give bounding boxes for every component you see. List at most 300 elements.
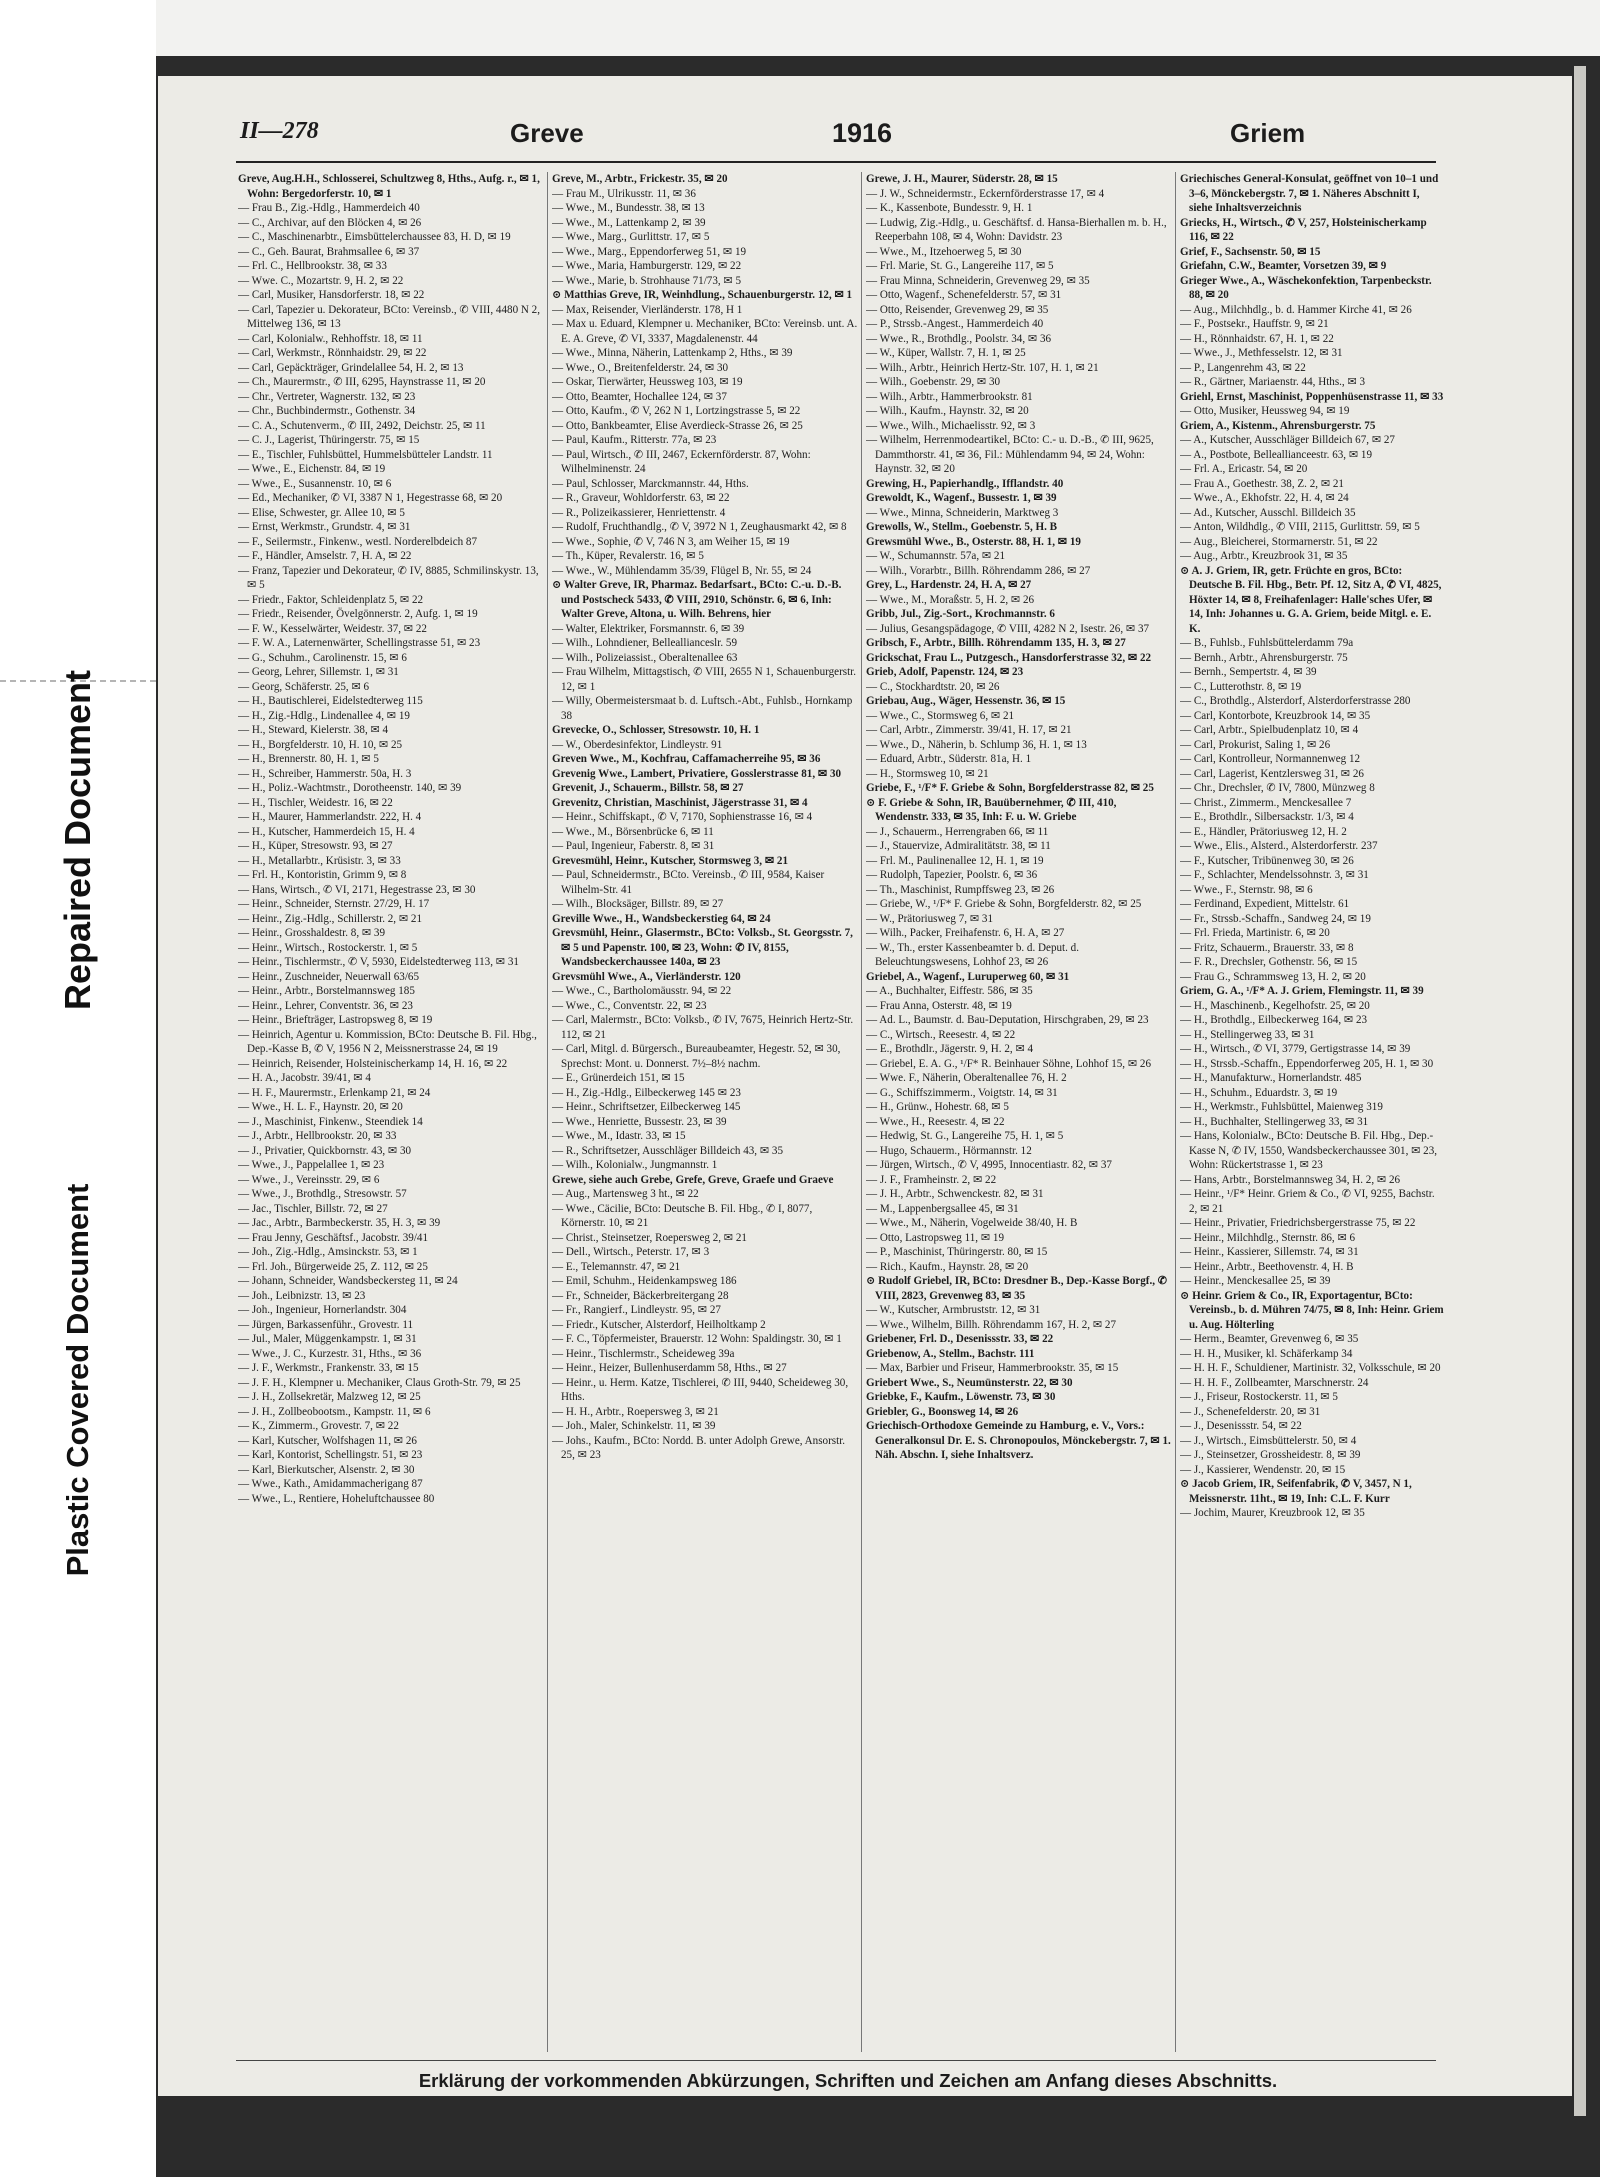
directory-entry: Griebener, Frl. D., Desenissstr. 33, ✉ 22 <box>866 1333 1054 1345</box>
directory-entry: — Wilhelm, Herrenmodeartikel, BCto: C.- u. D.-B., ✆ III, 9625, Dammthorstr. 41, ✉ 36, Fil.: Mühlendamm 94, ✉ 24, Wohn: Haynstr. 32, ✉ 20 <box>866 434 1154 475</box>
directory-entry: Greve, Aug.H.H., Schlosserei, Schultzweg 8, Hths., Aufg. r., ✉ 1, Wohn: Bergedorferstr. 10, ✉ 1 <box>238 173 540 200</box>
directory-entry: — Carl, Kolonialw., Rehhoffstr. 18, ✉ 11 <box>238 332 423 345</box>
directory-entry: — Jochim, Maurer, Kreuzbrook 12, ✉ 35 <box>1180 1507 1365 1519</box>
header-rule <box>236 161 1436 163</box>
directory-entry: — H., Manufakturw., Hornerlandstr. 485 <box>1180 1072 1362 1084</box>
directory-entry: — Wwe. C., Mozartstr. 9, H. 2, ✉ 22 <box>238 274 404 287</box>
directory-entry: — H. F., Maurermstr., Erlenkamp 21, ✉ 24 <box>238 1086 431 1099</box>
directory-entry: — Wilh., Kolonialw., Jungmannstr. 1 <box>552 1159 718 1171</box>
directory-entry: — P., Strssb.-Angest., Hammerdeich 40 <box>866 318 1044 330</box>
directory-entry: — Johann, Schneider, Wandsbeckersteg 11, ✉ 24 <box>238 1275 458 1287</box>
directory-entry: — Herm., Beamter, Grevenweg 6, ✉ 35 <box>1180 1333 1359 1345</box>
directory-entry: — H., Poliz.-Wachtmstr., Dorotheenstr. 140, ✉ 39 <box>238 782 462 794</box>
directory-entry: — J., Maschinist, Finkenw., Steendiek 14 <box>238 1115 423 1128</box>
directory-entry: — J. H., Zollbeobootsm., Kampstr. 11, ✉ 6 <box>238 1405 431 1418</box>
directory-entry: — Friedr., Kutscher, Alsterdorf, Heilholtkamp 2 <box>552 1318 766 1331</box>
directory-entry: — Wwe., C., Conventstr. 22, ✉ 23 <box>552 999 707 1012</box>
page-footer-note: Erklärung der vorkommenden Abkürzungen, Schriften und Zeichen am Anfang dieses Abschnitts. <box>418 2070 1278 2091</box>
directory-entry: — Friedr., Faktor, Schleidenplatz 5, ✉ 22 <box>238 593 424 606</box>
directory-entry: — Chr., Vertreter, Wagnerstr. 132, ✉ 23 <box>238 390 416 403</box>
page-edge <box>1574 66 1586 2116</box>
directory-entry: — H., Metallarbtr., Krüsistr. 3, ✉ 33 <box>238 854 401 867</box>
directory-entry: — Eduard, Arbtr., Süderstr. 81a, H. 1 <box>866 753 1032 765</box>
directory-entry: — H., Schuhm., Eduardstr. 3, ✉ 19 <box>1180 1086 1338 1099</box>
directory-entry: — Wwe., J., Brothdlg., Stresowstr. 57 <box>238 1188 407 1200</box>
directory-entry: — Wwe., Elis., Alsterd., Alsterdorferstr. 237 <box>1180 840 1378 852</box>
directory-entry: — W., Prätoriusweg 7, ✉ 31 <box>866 912 994 925</box>
directory-entry: Grevsmühl, Heinr., Glasermstr., BCto: Volksb., St. Georgsstr. 7, ✉ 5 und Papenstr. 100, ✉ 23, Wohn: ✆ IV, 8155, Wandsbeckerchaussee 140a, ✉ 23 <box>552 927 853 968</box>
directory-entry: — Wilh., Arbtr., Heinrich Hertz-Str. 107, H. 1, ✉ 21 <box>866 361 1099 374</box>
directory-entry: — A., Buchhalter, Eiffestr. 586, ✉ 35 <box>866 985 1033 997</box>
directory-page <box>158 76 1572 2096</box>
directory-entry: — Heinr., Lehrer, Conventstr. 36, ✉ 23 <box>238 999 413 1012</box>
directory-entry: — G., Schuhm., Carolinenstr. 15, ✉ 6 <box>238 651 407 664</box>
directory-entry: — C., Wirtsch., Reesestr. 4, ✉ 22 <box>866 1028 1016 1041</box>
directory-entry: ⊙ Matthias Greve, IR, Weinhdlung., Schauenburgerstr. 12, ✉ 1 <box>552 289 853 301</box>
directory-column-2 <box>552 172 858 2052</box>
directory-entry: Griebe, F., ¹/F* F. Griebe & Sohn, Borgfelderstrasse 82, ✉ 25 <box>866 782 1154 794</box>
directory-entry: — F., Postsekr., Hauffstr. 9, ✉ 21 <box>1180 318 1329 330</box>
directory-entry: — Frau Anna, Osterstr. 48, ✉ 19 <box>866 999 1012 1012</box>
directory-entry: — Jürgen, Wirtsch., ✆ V, 4995, Innocentiastr. 82, ✉ 37 <box>866 1159 1112 1171</box>
directory-entry: — Wwe., R., Brothdlg., Poolstr. 34, ✉ 36 <box>866 332 1052 345</box>
directory-entry: Grickschat, Frau L., Putzgesch., Hansdorferstrasse 32, ✉ 22 <box>866 651 1152 664</box>
directory-entry: — J. F., Framheinstr. 2, ✉ 22 <box>866 1173 997 1186</box>
directory-entry: — C., Stockhardtstr. 20, ✉ 26 <box>866 680 1000 693</box>
directory-entry: — Wwe., O., Breitenfelderstr. 24, ✉ 30 <box>552 361 729 374</box>
directory-entry: — Th., Küper, Revalerstr. 16, ✉ 5 <box>552 550 704 562</box>
directory-entry: — Otto, Reisender, Grevenweg 29, ✉ 35 <box>866 303 1049 316</box>
directory-entry: — Heinr., Kassierer, Sillemstr. 74, ✉ 31 <box>1180 1246 1359 1258</box>
directory-entry: Griebke, F., Kaufm., Löwenstr. 73, ✉ 30 <box>866 1391 1056 1403</box>
directory-entry: — E., Brothdlr., Jägerstr. 9, H. 2, ✉ 4 <box>866 1043 1034 1055</box>
directory-entry: Grevenitz, Christian, Maschinist, Jägerstrasse 31, ✉ 4 <box>552 796 808 809</box>
directory-entry: — Hedwig, St. G., Langereihe 75, H. 1, ✉ 5 <box>866 1130 1064 1142</box>
directory-entry: — Paul, Kaufm., Ritterstr. 77a, ✉ 23 <box>552 434 717 446</box>
directory-entry: — Carl, Prokurist, Saling 1, ✉ 26 <box>1180 738 1331 751</box>
directory-entry: — Heinr., ¹/F* Heinr. Griem & Co., ✆ VI, 9255, Bachstr. 2, ✉ 21 <box>1180 1188 1435 1215</box>
directory-entry: — Rudolph, Tapezier, Poolstr. 6, ✉ 36 <box>866 869 1038 881</box>
directory-entry: Grewolls, W., Stellm., Goebenstr. 5, H. B <box>866 521 1058 533</box>
directory-entry: — H., Werkmstr., Fuhlsbüttel, Maienweg 319 <box>1180 1101 1383 1113</box>
directory-entry: — Wwe., J. C., Kurzestr. 31, Hths., ✉ 36 <box>238 1347 422 1360</box>
directory-entry: — Wwe., Cäcilie, BCto: Deutsche B. Fil. Hbg., ✆ I, 8077, Körnerstr. 10, ✉ 21 <box>552 1202 813 1229</box>
directory-entry: — Aug., Martensweg 3 ht., ✉ 22 <box>552 1188 699 1200</box>
directory-entry: — Wilh., Packer, Freihafenstr. 6, H. A, ✉ 27 <box>866 927 1065 939</box>
directory-entry: — W., Küper, Wallstr. 7, H. 1, ✉ 25 <box>866 347 1026 359</box>
directory-entry: — E., Brothdlr., Silbersackstr. 1/3, ✉ 4 <box>1180 811 1354 823</box>
directory-entry: — H., Küper, Stresowstr. 93, ✉ 27 <box>238 840 393 852</box>
directory-entry: — H., Schreiber, Hammerstr. 50a, H. 3 <box>238 767 412 780</box>
directory-entry: — W., Th., erster Kassenbeamter b. d. Deput. d. Beleuchtungswesens, Lohhof 23, ✉ 26 <box>866 941 1079 968</box>
directory-entry: — Joh., Leibnizstr. 13, ✉ 23 <box>238 1289 366 1302</box>
directory-entry: — Ferdinand, Expedient, Mittelstr. 61 <box>1180 898 1350 910</box>
directory-entry: — Otto, Wagenf., Schenefelderstr. 57, ✉ 31 <box>866 289 1062 301</box>
directory-entry: — Wwe., Wilh., Michaelisstr. 92, ✉ 3 <box>866 419 1036 432</box>
directory-entry: — H., Steward, Kielerstr. 38, ✉ 4 <box>238 724 389 736</box>
directory-entry: — Fr., Schneider, Bäckerbreitergang 28 <box>552 1289 729 1302</box>
directory-entry: — H., Bautischlerei, Eidelstedterweg 115 <box>238 695 423 707</box>
directory-entry: — P., Langenrehm 43, ✉ 22 <box>1180 361 1306 374</box>
directory-entry: — J. F., Werkmstr., Frankenstr. 33, ✉ 15 <box>238 1362 419 1374</box>
directory-entry: — J., Arbtr., Hellbrookstr. 20, ✉ 33 <box>238 1130 397 1142</box>
directory-entry: — Wwe., A., Ekhofstr. 22, H. 4, ✉ 24 <box>1180 492 1349 504</box>
directory-entry: — R., Polizeikassierer, Henriettenstr. 4 <box>552 506 726 519</box>
directory-entry: — Wilh., Goebenstr. 29, ✉ 30 <box>866 376 1001 388</box>
directory-entry: — J., Schenefelderstr. 20, ✉ 31 <box>1180 1405 1321 1418</box>
directory-entry: — Fr., Strssb.-Schaffn., Sandweg 24, ✉ 19 <box>1180 912 1371 925</box>
directory-entry: — Heinr., Arbtr., Beethovenstr. 4, H. B <box>1180 1260 1354 1273</box>
directory-entry: — Georg, Schäferstr. 25, ✉ 6 <box>238 680 370 693</box>
directory-entry: — Wwe., H. L. F., Haynstr. 20, ✉ 20 <box>238 1101 403 1113</box>
directory-entry: — H., Stellingerweg 33, ✉ 31 <box>1180 1028 1315 1041</box>
directory-entry: — Jul., Maler, Müggenkampstr. 1, ✉ 31 <box>238 1333 417 1345</box>
directory-entry: ⊙ Rudolf Griebel, IR, BCto: Dresdner B., Dep.-Kasse Borgf., ✆ VIII, 2823, Grevenweg 83, ✉ 35 <box>866 1275 1168 1302</box>
directory-entry: Griechisch-Orthodoxe Gemeinde zu Hamburg, e. V., Vors.: Generalkonsul Dr. E. S. Chronopoulos, Mönckebergstr. 7, ✉ 1. Näh. Abschn. I, siehe Inhaltsverz. <box>866 1420 1171 1461</box>
directory-entry: — Ed., Mechaniker, ✆ VI, 3387 N 1, Hegestrasse 68, ✉ 20 <box>238 492 503 504</box>
directory-entry: — C., Lutterothstr. 8, ✉ 19 <box>1180 680 1302 693</box>
directory-entry: — P., Maschinist, Thüringerstr. 80, ✉ 15 <box>866 1246 1048 1258</box>
directory-entry: — Hans, Arbtr., Borstelmannsweg 34, H. 2, ✉ 26 <box>1180 1173 1401 1186</box>
directory-entry: — Frl. Marie, St. G., Langereihe 117, ✉ 5 <box>866 260 1054 272</box>
directory-entry: — Joh., Zig.-Hdlg., Amsinckstr. 53, ✉ 1 <box>238 1246 418 1258</box>
directory-entry: — Frau A., Goethestr. 38, Z. 2, ✉ 21 <box>1180 477 1344 490</box>
directory-entry: — Christ., Zimmerm., Menckesallee 7 <box>1180 796 1352 809</box>
directory-entry: — Hans, Wirtsch., ✆ VI, 2171, Hegestrasse 23, ✉ 30 <box>238 883 476 896</box>
directory-entry: Greve, M., Arbtr., Frickestr. 35, ✉ 20 <box>552 173 728 185</box>
directory-entry: ⊙ A. J. Griem, IR, getr. Früchte en gros, BCto: Deutsche B. Fil. Hbg., Betr. Pf. 12, Sitz A, ✆ VI, 4825, Höxter 14, ✉ 8, Freihafenlager: Halle'sches Ufer, ✉ 14, Inh: Johannes u. G. A. Griem, beide Mitgl. e. E. K. <box>1180 564 1442 635</box>
directory-entry: — Heinr., Schiffskapt., ✆ V, 7170, Sophienstrasse 16, ✉ 4 <box>552 811 813 823</box>
directory-entry: — Max u. Eduard, Klempner u. Mechaniker, BCto: Vereinsb. unt. A. E. A. Greve, ✆ VI, 3337, Magdalenenstr. 44 <box>552 318 858 345</box>
directory-entry: — Carl, Arbtr., Zimmerstr. 39/41, H. 17, ✉ 21 <box>866 724 1072 736</box>
directory-entry: — Wwe., M., Idastr. 33, ✉ 15 <box>552 1130 686 1142</box>
directory-entry: — Frl. H., Kontoristin, Grimm 9, ✉ 8 <box>238 869 407 881</box>
directory-entry: — H. H. F., Schuldiener, Martinistr. 32, Volksschule, ✉ 20 <box>1180 1362 1441 1374</box>
directory-entry: — Frau G., Schrammsweg 13, H. 2, ✉ 20 <box>1180 970 1366 983</box>
directory-entry: ⊙ F. Griebe & Sohn, IR, Bauübernehmer, ✆ III, 410, Wendenstr. 333, ✉ 35, Inh: F. u. W. Griebe <box>866 796 1117 823</box>
directory-entry: Grevenit, J., Schauerm., Billstr. 58, ✉ 27 <box>552 782 744 794</box>
directory-entry: — Frl. M., Paulinenallee 12, H. 1, ✉ 19 <box>866 854 1044 867</box>
directory-entry: — H., Zig.-Hdlg., Lindenallee 4, ✉ 19 <box>238 709 410 722</box>
directory-entry: — Wwe., Sophie, ✆ V, 746 N 3, am Weiher 15, ✉ 19 <box>552 535 790 548</box>
directory-entry: — Frau B., Zig.-Hdlg., Hammerdeich 40 <box>238 202 420 214</box>
directory-entry: — H., Buchhalter, Stellingerweg 33, ✉ 31 <box>1180 1115 1369 1128</box>
directory-entry: — J. W., Schneidermstr., Eckernförderstrasse 17, ✉ 4 <box>866 187 1105 200</box>
directory-entry: — Hugo, Schauerm., Hörmannstr. 12 <box>866 1144 1032 1157</box>
directory-entry: — Wilh., Lohndiener, Belleallianceslr. 59 <box>552 637 737 649</box>
footer-rule <box>236 2060 1436 2061</box>
directory-entry: — Heinr., Briefträger, Lastropsweg 8, ✉ 19 <box>238 1014 433 1026</box>
directory-entry: — H., Brothdlg., Eilbeckerweg 164, ✉ 23 <box>1180 1014 1368 1026</box>
directory-entry: — Heinr., Schriftsetzer, Eilbeckerweg 145 <box>552 1101 741 1113</box>
directory-entry: — W., Kutscher, Armbruststr. 12, ✉ 31 <box>866 1304 1041 1316</box>
directory-entry: Grevenig Wwe., Lambert, Privatiere, Gosslerstrasse 81, ✉ 30 <box>552 767 842 780</box>
directory-entry: — Wwe. F., Näherin, Oberaltenallee 76, H. 2 <box>866 1072 1067 1084</box>
directory-entry: — Heinr., Schneider, Sternstr. 27/29, H. 17 <box>238 898 430 910</box>
directory-entry: — Anton, Wildhdlg., ✆ VIII, 2115, Gurlittstr. 59, ✉ 5 <box>1180 521 1420 533</box>
directory-entry: Grieb, Adolf, Papenstr. 124, ✉ 23 <box>866 666 1024 678</box>
directory-entry: — Paul, Schlosser, Marckmannstr. 44, Hths. <box>552 477 749 490</box>
directory-entry: — Aug., Arbtr., Kreuzbrook 31, ✉ 35 <box>1180 550 1348 562</box>
directory-entry: Griebert Wwe., S., Neumünsterstr. 22, ✉ 30 <box>866 1376 1073 1389</box>
directory-entry: — Wwe., D., Näherin, b. Schlump 36, H. 1, ✉ 13 <box>866 738 1087 751</box>
directory-column-1 <box>238 172 544 2052</box>
directory-entry: Griecks, H., Wirtsch., ✆ V, 257, Holsteinischerkamp 116, ✉ 22 <box>1180 216 1427 243</box>
directory-entry: — Wwe., Maria, Hamburgerstr. 129, ✉ 22 <box>552 260 742 272</box>
directory-entry: Griebenow, A., Stellm., Bachstr. 111 <box>866 1347 1035 1360</box>
directory-entry: Greven Wwe., M., Kochfrau, Caffamacherreihe 95, ✉ 36 <box>552 753 821 765</box>
directory-entry: — Christ., Steinsetzer, Roepersweg 2, ✉ 21 <box>552 1231 747 1244</box>
directory-entry: ⊙ Walter Greve, IR, Pharmaz. Bedarfsart., BCto: C.-u. D.-B. und Postscheck 5433, ✆ VIII, 2910, Schönstr. 6, ✉ 6, Inh: Walter Greve, Altona, u. Wilh. Behrens, hier <box>552 579 842 620</box>
directory-entry: — Carl, Musiker, Hansdorferstr. 18, ✉ 22 <box>238 289 425 301</box>
directory-entry: — E., Tischler, Fuhlsbüttel, Hummelsbütteler Landstr. 11 <box>238 448 493 461</box>
directory-entry: — Heinr., Tischlermstr., Scheideweg 39a <box>552 1347 735 1360</box>
directory-entry: — Franz, Tapezier und Dekorateur, ✆ IV, 8885, Schmilinskystr. 13, ✉ 5 <box>238 564 539 591</box>
directory-entry: — Griebe, W., ¹/F* F. Griebe & Sohn, Borgfelderstr. 82, ✉ 25 <box>866 898 1142 910</box>
directory-entry: — C., Geh. Baurat, Brahmsallee 6, ✉ 37 <box>238 245 420 258</box>
directory-entry: — R., Schriftsetzer, Ausschläger Billdeich 43, ✉ 35 <box>552 1144 783 1157</box>
directory-entry: — A., Postbote, Belleallianceestr. 63, ✉ 19 <box>1180 448 1373 461</box>
directory-entry: — Max, Barbier und Friseur, Hammerbrookstr. 35, ✉ 15 <box>866 1362 1119 1374</box>
directory-entry: — Jac., Arbtr., Barmbeckerstr. 35, H. 3, ✉ 39 <box>238 1217 441 1229</box>
directory-entry: — Karl, Kontorist, Schellingstr. 51, ✉ 23 <box>238 1449 423 1461</box>
directory-entry: — Wwe., Marie, b. Strohhause 71/73, ✉ 5 <box>552 274 742 287</box>
directory-entry: — Heinr., Zig.-Hdlg., Schillerstr. 2, ✉ 21 <box>238 912 423 925</box>
directory-entry: — Fritz, Schauerm., Brauerstr. 33, ✉ 8 <box>1180 941 1354 954</box>
directory-entry: — Heinrich, Agentur u. Kommission, BCto: Deutsche B. Fil. Hbg., Dep.-Kasse B, ✆ V, 1956 N 2, Meissnerstrasse 24, ✉ 19 <box>238 1028 537 1055</box>
directory-entry: — Wwe., Minna, Näherin, Lattenkamp 2, Hths., ✉ 39 <box>552 347 793 359</box>
directory-entry: Gribsch, F., Arbtr., Billh. Röhrendamm 135, H. 3, ✉ 27 <box>866 637 1126 649</box>
directory-entry: — Jac., Tischler, Billstr. 72, ✉ 27 <box>238 1202 388 1215</box>
directory-entry: — Frl. A., Ericastr. 54, ✉ 20 <box>1180 463 1308 475</box>
directory-entry: — Paul, Schneidermstr., BCto. Vereinsb., ✆ III, 9584, Kaiser Wilhelm-Str. 41 <box>552 869 825 896</box>
directory-entry: Grevesmühl, Heinr., Kutscher, Stormsweg 3, ✉ 21 <box>552 854 788 867</box>
directory-entry: — H., Tischler, Weidestr. 16, ✉ 22 <box>238 796 393 809</box>
directory-entry: — Ad. L., Baumstr. d. Bau-Deputation, Hirschgraben, 29, ✉ 23 <box>866 1014 1149 1026</box>
header-right-keyword: Griem <box>1230 118 1306 148</box>
directory-entry: — W., Oberdesinfektor, Lindleystr. 91 <box>552 738 723 751</box>
directory-entry: — Griebel, E. A. G., ¹/F* R. Beinhauer Söhne, Lohhof 15, ✉ 26 <box>866 1057 1152 1070</box>
directory-entry: — Wwe., M., Börsenbrücke 6, ✉ 11 <box>552 825 714 838</box>
directory-entry: — Joh., Ingenieur, Hornerlandstr. 304 <box>238 1304 407 1316</box>
directory-entry: — Bernh., Arbtr., Ahrensburgerstr. 75 <box>1180 651 1348 664</box>
directory-entry: — Heinr., u. Herm. Katze, Tischlerei, ✆ III, 9440, Scheideweg 30, Hths. <box>552 1376 849 1403</box>
directory-entry: — Frau M., Ulrikusstr. 11, ✉ 36 <box>552 187 696 200</box>
directory-entry: — Wwe., Minna, Schneiderin, Marktweg 3 <box>866 506 1059 519</box>
directory-entry: — Ernst, Werkmstr., Grundstr. 4, ✉ 31 <box>238 521 411 533</box>
directory-entry: — F., Schlachter, Mendelssohnstr. 3, ✉ 31 <box>1180 869 1369 881</box>
directory-entry: — E., Grünerdeich 151, ✉ 15 <box>552 1072 685 1084</box>
directory-entry: — Carl, Malermstr., BCto: Volksb., ✆ IV, 7675, Heinrich Hertz-Str. 112, ✉ 21 <box>552 1014 854 1041</box>
directory-entry: — H., Rönnhaidstr. 67, H. 1, ✉ 22 <box>1180 332 1334 345</box>
directory-entry: — H., Grünw., Hohestr. 68, ✉ 5 <box>866 1101 1009 1113</box>
header-left-keyword: Greve <box>510 118 584 148</box>
directory-entry: — Julius, Gesangspädagoge, ✆ VIII, 4282 N 2, Isestr. 26, ✉ 37 <box>866 622 1150 635</box>
directory-entry: Grevsmühl Wwe., A., Vierländerstr. 120 <box>552 970 741 983</box>
directory-entry: — Hans, Kolonialw., BCto: Deutsche B. Fil. Hbg., Dep.-Kasse N, ✆ IV, 1550, Wandsbeckerchaussee 301, ✉ 23, Wohn: Rückertstrasse 1, ✉ 23 <box>1180 1130 1438 1171</box>
directory-entry: — Wilh., Blocksäger, Billstr. 89, ✉ 27 <box>552 898 724 910</box>
directory-entry: — Wwe., Wilhelm, Billh. Röhrendamm 167, H. 2, ✉ 27 <box>866 1318 1117 1331</box>
directory-entry: — H., Maurer, Hammerlandstr. 222, H. 4 <box>238 811 422 823</box>
directory-entry: — J. F. H., Klempner u. Mechaniker, Claus Groth-Str. 79, ✉ 25 <box>238 1376 521 1389</box>
directory-entry: — J., Schauerm., Herrengraben 66, ✉ 11 <box>866 825 1049 838</box>
directory-entry: — Wwe., J., Pappelallee 1, ✉ 23 <box>238 1159 385 1171</box>
directory-entry: Grieger Wwe., A., Wäschekonfektion, Tarpenbeckstr. 88, ✉ 20 <box>1180 274 1432 301</box>
directory-entry: — C. A., Schutenverm., ✆ III, 2492, Deichstr. 25, ✉ 11 <box>238 419 486 432</box>
repaired-document-label: Repaired Document <box>57 669 98 1011</box>
directory-entry: Griefahn, C.W., Beamter, Vorsetzen 39, ✉ 9 <box>1180 260 1387 272</box>
directory-entry: — W., Schumannstr. 57a, ✉ 21 <box>866 550 1006 562</box>
directory-entry: — Carl, Lagerist, Kentzlersweg 31, ✉ 26 <box>1180 767 1364 780</box>
directory-entry: ⊙ Jacob Griem, IR, Seifenfabrik, ✆ V, 3457, N 1, Meissnerstr. 11ht., ✉ 19, Inh: C.L. F. Kurr <box>1180 1478 1412 1505</box>
directory-entry: — J. H., Arbtr., Schwenckestr. 82, ✉ 31 <box>866 1188 1044 1200</box>
directory-entry: — Frau Jenny, Geschäftsf., Jacobstr. 39/41 <box>238 1231 428 1244</box>
directory-entry: — Heinr., Zuschneider, Neuerwall 63/65 <box>238 970 420 983</box>
directory-entry: — Otto, Musiker, Heussweg 94, ✉ 19 <box>1180 405 1350 417</box>
directory-entry: Griechisches General-Konsulat, geöffnet von 10–1 und 3–6, Mönckebergstr. 7, ✉ 1. Näheres Abschnitt I, siehe Inhaltsverzeichnis <box>1180 173 1439 214</box>
directory-entry: — H., Stormsweg 10, ✉ 21 <box>866 767 989 780</box>
directory-entry: — F., Händler, Amselstr. 7, H. A, ✉ 22 <box>238 550 412 562</box>
directory-entry: Grewsmühl Wwe., B., Osterstr. 88, H. 1, ✉ 19 <box>866 535 1081 548</box>
directory-entry: Greville Wwe., H., Wandsbeckerstieg 64, ✉ 24 <box>552 912 771 925</box>
directory-entry: — Heinr., Grosshaldestr. 8, ✉ 39 <box>238 927 386 939</box>
directory-entry: Griem, A., Kistenm., Ahrensburgerstr. 75 <box>1180 419 1376 432</box>
directory-entry: — R., Gärtner, Mariaenstr. 44, Hths., ✉ 3 <box>1180 376 1366 388</box>
directory-entry: — Wwe., J., Methfesselstr. 12, ✉ 31 <box>1180 347 1343 359</box>
directory-entry: — H., Kutscher, Hammerdeich 15, H. 4 <box>238 825 415 838</box>
directory-entry: — Heinr., Tischlermstr., ✆ V, 5930, Eidelstedterweg 113, ✉ 31 <box>238 956 519 968</box>
directory-entry: — Joh., Maler, Schinkelstr. 11, ✉ 39 <box>552 1420 716 1432</box>
directory-entry: — Jürgen, Barkassenführ., Grovestr. 11 <box>238 1318 414 1331</box>
column-divider <box>1175 172 1176 2052</box>
directory-entry: — J., Stauervize, Admiralitätstr. 38, ✉ 11 <box>866 840 1051 852</box>
directory-entry: — H. H. F., Zollbeamter, Marschnerstr. 24 <box>1180 1376 1369 1389</box>
directory-entry: — Max, Reisender, Vierländerstr. 178, H 1 <box>552 303 743 316</box>
directory-entry: Grevecke, O., Schlosser, Stresowstr. 10, H. 1 <box>552 724 760 736</box>
directory-entry: — Wwe., H., Reesestr. 4, ✉ 22 <box>866 1115 1005 1128</box>
directory-entry: — F., Kutscher, Tribünenweg 30, ✉ 26 <box>1180 854 1354 867</box>
directory-entry: — Heinr., Arbtr., Borstelmannsweg 185 <box>238 985 415 997</box>
header-year: 1916 <box>832 118 893 148</box>
directory-entry: — Karl, Kutscher, Wolfshagen 11, ✉ 26 <box>238 1434 417 1447</box>
directory-entry: — Wwe., M., Itzehoerweg 5, ✉ 30 <box>866 245 1022 258</box>
directory-entry: — Heinr., Heizer, Bullenhuserdamm 58, Hths., ✉ 27 <box>552 1362 787 1374</box>
directory-entry: — Wwe., Kath., Amidammacherigang 87 <box>238 1478 423 1490</box>
directory-entry: — Johs., Kaufm., BCto: Nordd. B. unter Adolph Grewe, Ansorstr. 25, ✉ 23 <box>552 1434 846 1461</box>
directory-entry: — F. W. A., Laternenwärter, Schellingstrasse 51, ✉ 23 <box>238 637 481 649</box>
directory-entry: — Wwe., M., Moraßstr. 5, H. 2, ✉ 26 <box>866 593 1035 606</box>
column-divider <box>547 172 548 2052</box>
directory-entry: — Wilh., Kaufm., Haynstr. 32, ✉ 20 <box>866 405 1029 417</box>
directory-entry: — Heinr., Privatier, Friedrichsbergerstrasse 75, ✉ 22 <box>1180 1217 1416 1229</box>
column-divider <box>861 172 862 2052</box>
directory-entry: — H. A., Jacobstr. 39/41, ✉ 4 <box>238 1072 371 1084</box>
directory-entry: Grewe, J. H., Maurer, Süderstr. 28, ✉ 15 <box>866 173 1058 185</box>
directory-entry: — Frau Minna, Schneiderin, Grevenweg 29, ✉ 35 <box>866 274 1090 287</box>
directory-entry: — Rudolf, Fruchthandlg., ✆ V, 3972 N 1, Zeughausmarkt 42, ✉ 8 <box>552 521 847 533</box>
directory-entry: — K., Zimmerm., Grovestr. 7, ✉ 22 <box>238 1420 399 1432</box>
directory-entry: — Wilh., Polizeiassist., Oberaltenallee 63 <box>552 651 738 664</box>
directory-column-4 <box>1180 172 1444 2052</box>
directory-entry: — C., Maschinenarbtr., Eimsbüttelerchaussee 83, H. D, ✉ 19 <box>238 231 511 243</box>
page-number: II—278 <box>240 118 319 144</box>
directory-entry: — Heinr., Wirtsch., Rostockerstr. 1, ✉ 5 <box>238 941 418 954</box>
directory-entry: — E., Händler, Prätoriusweg 12, H. 2 <box>1180 825 1347 838</box>
directory-entry: — J., Steinsetzer, Grossheidestr. 8, ✉ 39 <box>1180 1449 1361 1461</box>
directory-entry: — E., Telemannstr. 47, ✉ 21 <box>552 1260 681 1273</box>
directory-entry: Griebler, G., Boonsweg 14, ✉ 26 <box>866 1405 1019 1418</box>
directory-entry: — H., Strssb.-Schaffn., Eppendorferweg 205, H. 1, ✉ 30 <box>1180 1057 1434 1070</box>
directory-entry: — Paul, Ingenieur, Faberstr. 8, ✉ 31 <box>552 840 715 852</box>
directory-entry: — Wwe., M., Lattenkamp 2, ✉ 39 <box>552 216 706 229</box>
directory-entry: — Dell., Wirtsch., Peterstr. 17, ✉ 3 <box>552 1246 710 1258</box>
directory-entry: — J., Desenissstr. 54, ✉ 22 <box>1180 1420 1302 1432</box>
directory-entry: — B., Fuhlsb., Fuhlsbüttelerdamm 79a <box>1180 637 1354 649</box>
directory-entry: — Elise, Schwester, gr. Allee 10, ✉ 5 <box>238 506 405 519</box>
directory-entry: — Carl, Arbtr., Spielbudenplatz 10, ✉ 4 <box>1180 724 1359 736</box>
directory-entry: — Carl, Mitgl. d. Bürgersch., Bureaubeamter, Hegestr. 52, ✉ 30, Sprechst: Mont. u. Donnerst. 7½–8½ nachm. <box>552 1043 841 1070</box>
directory-entry: — J., Friseur, Rostockerstr. 11, ✉ 5 <box>1180 1391 1338 1403</box>
directory-entry: Gribb, Jul., Zig.-Sort., Krochmannstr. 6 <box>866 608 1055 620</box>
directory-entry: — C., Archivar, auf den Blöcken 4, ✉ 26 <box>238 216 422 229</box>
directory-entry: Griebel, A., Wagenf., Luruperweg 60, ✉ 31 <box>866 970 1070 983</box>
margin-labels <box>0 0 156 2177</box>
directory-entry: — F., Seilermstr., Finkenw., westl. Norderelbdeich 87 <box>238 535 478 548</box>
directory-entry: — H. H., Musiker, kl. Schäferkamp 34 <box>1180 1347 1353 1360</box>
directory-entry: — Wwe., W., Mühlendamm 35/39, Flügel B, Nr. 55, ✉ 24 <box>552 564 812 577</box>
directory-entry: — Chr., Drechsler, ✆ IV, 7800, Münzweg 8 <box>1180 782 1375 794</box>
directory-entry: — Aug., Bleicherei, Stormarnerstr. 51, ✉ 22 <box>1180 535 1378 548</box>
directory-entry: — Wwe., Marg., Gurlittstr. 17, ✉ 5 <box>552 231 710 243</box>
directory-entry: — Wwe., F., Sternstr. 98, ✉ 6 <box>1180 883 1313 896</box>
directory-entry: — J. H., Zollsekretär, Malzweg 12, ✉ 25 <box>238 1391 421 1403</box>
directory-entry: Griehl, Ernst, Maschinist, Poppenhüsenstrasse 11, ✉ 33 <box>1180 390 1444 403</box>
directory-entry: — C., Brothdlg., Alsterdorf, Alsterdorferstrasse 280 <box>1180 695 1411 707</box>
directory-entry: — Bernh., Sempertstr. 4, ✉ 39 <box>1180 666 1317 678</box>
directory-entry: Griebau, Aug., Wäger, Hessenstr. 36, ✉ 15 <box>866 695 1066 707</box>
directory-entry: Griem, G. A., ¹/F* A. J. Griem, Flemingstr. 11, ✉ 39 <box>1180 985 1424 997</box>
directory-entry: — H., Maschinenb., Kegelhofstr. 25, ✉ 20 <box>1180 999 1370 1012</box>
directory-entry: — Wwe., E., Susannenstr. 10, ✉ 6 <box>238 477 392 490</box>
directory-entry: — Aug., Milchhdlg., b. d. Hammer Kirche 41, ✉ 26 <box>1180 303 1412 316</box>
directory-entry: — Paul, Wirtsch., ✆ III, 2467, Eckernförderstr. 87, Wohn: Wilhelminenstr. 24 <box>552 448 811 475</box>
directory-entry: — M., Lappenbergsallee 45, ✉ 31 <box>866 1202 1019 1215</box>
directory-entry: — C. J., Lagerist, Thüringerstr. 75, ✉ 15 <box>238 434 420 446</box>
directory-entry: — Willy, Obermeistersmaat b. d. Luftsch.-Abt., Fuhlsb., Hornkamp 38 <box>552 695 853 722</box>
directory-entry: — Frl. C., Hellbrookstr. 38, ✉ 33 <box>238 260 387 272</box>
directory-entry: — Walter, Elektriker, Forsmannstr. 6, ✉ 39 <box>552 622 745 635</box>
directory-entry: — Wwe., M., Näherin, Vogelweide 38/40, H. B <box>866 1217 1078 1229</box>
directory-entry: — Wwe., J., Vereinsstr. 29, ✉ 6 <box>238 1173 380 1186</box>
directory-entry: — R., Graveur, Wohldorferstr. 63, ✉ 22 <box>552 492 730 504</box>
directory-entry: — Wilh., Vorarbtr., Billh. Röhrendamm 286, ✉ 27 <box>866 564 1091 577</box>
directory-entry: — J., Wirtsch., Eimsbüttelerstr. 50, ✉ 4 <box>1180 1434 1357 1447</box>
directory-entry: — J., Privatier, Quickbornstr. 43, ✉ 30 <box>238 1144 412 1157</box>
directory-entry: — Heinr., Menckesallee 25, ✉ 39 <box>1180 1275 1331 1287</box>
directory-entry: — Friedr., Reisender, Övelgönnerstr. 2, Aufg. 1, ✉ 19 <box>238 608 478 620</box>
directory-entry: — J., Kassierer, Wendenstr. 20, ✉ 15 <box>1180 1463 1346 1476</box>
directory-entry: — F. C., Töpfermeister, Brauerstr. 12 Wohn: Spaldingstr. 30, ✉ 1 <box>552 1333 842 1345</box>
directory-entry: — Ludwig, Zig.-Hdlg., u. Geschäftsf. d. Hansa-Bierhallen m. b. H., Reeperbahn 108, ✉ 4, Wohn: Davidstr. 23 <box>866 216 1167 243</box>
directory-entry: — Wwe., C., Stormsweg 6, ✉ 21 <box>866 709 1015 722</box>
plastic-covered-document-label: Plastic Covered Document <box>60 1183 95 1577</box>
directory-entry: — Frau Wilhelm, Mittagstisch, ✆ VIII, 2655 N 1, Schauenburgerstr. 12, ✉ 1 <box>552 666 857 693</box>
directory-entry: — Ad., Kutscher, Ausschl. Billdeich 35 <box>1180 506 1356 519</box>
directory-entry: — Carl, Gepäckträger, Grindelallee 54, H. 2, ✉ 13 <box>238 361 464 374</box>
directory-entry: Grey, L., Hardenstr. 24, H. A, ✉ 27 <box>866 579 1032 591</box>
directory-entry: — Wwe., E., Eichenstr. 84, ✉ 19 <box>238 463 386 475</box>
directory-entry: — Carl, Kontorbote, Kreuzbrook 14, ✉ 35 <box>1180 709 1371 722</box>
